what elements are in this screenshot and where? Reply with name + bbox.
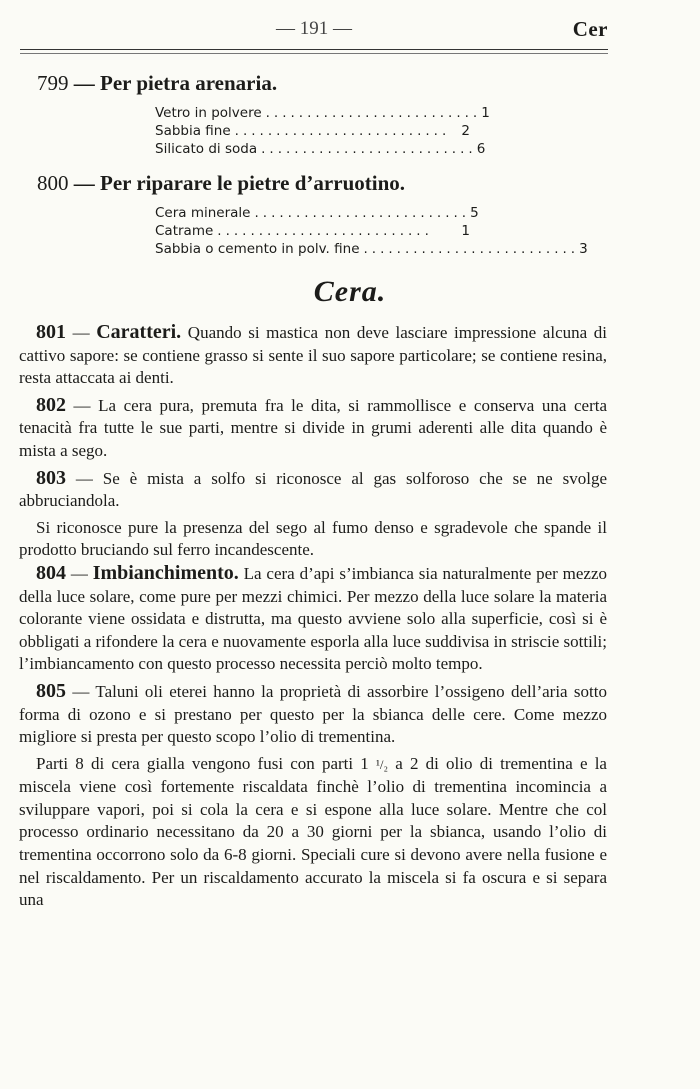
paragraph-text: Quando si mastica non deve lasciare impressione alcuna di cattivo sapore: se contiene grasso si sente il suo sapore particolare; se contiene resina, resta attaccata ai denti. [19,323,607,388]
paragraph-804 [19,562,607,676]
ingredient-row [155,240,588,258]
ingredient-qty: 1 [461,223,470,239]
ingredient-name: Cera minerale [155,205,251,221]
leader-dots: .......................... [234,123,451,139]
recipe-title [37,71,557,96]
ingredient-qty: 1 [481,105,490,121]
paragraph-heading: Imbianchimento. [92,561,239,584]
paragraph-text: La cera d’api s’imbianca sia naturalmente per mezzo della luce solare, come pure per mezzi chimici. Per mezzo della luce solare la materia colorante viene ossidata e distrutta, ma questo avviene solo alla superficie, così si è obbligati a rifondere la cera e nuovamente esporla alla luce suddivisa in striscie sottili; l’imbiancamento con questo processo necessita perciò molto tempo. [19,563,607,674]
ingredient-qty: 5 [470,205,479,221]
ingredient-list [155,104,490,158]
ingredient-name: Silicato di soda [155,141,258,157]
header-rule-secondary [20,53,608,54]
paragraph-text: — Se è mista a solfo si riconosce al gas solforoso che se ne svolge abbruciandola. [19,468,607,511]
leader-dots: .......................... [217,223,433,239]
chapter-title: Cera. [313,275,387,308]
recipe-name: — Per pietra arenaria. [73,71,278,95]
recipe-800 [37,171,557,196]
ingredient-row [155,222,470,240]
paragraph-dash: — [66,323,97,342]
ingredient-row [155,204,479,222]
paragraph-text: — La cera pura, premuta fra le dita, si rammollisce e conserva una certa tenacità fra tutte le sue parti, mentre si divide in grumi aderenti alle dita quando è mista a sego. [19,395,607,460]
paragraph-dash: — [66,563,93,583]
leader-dots: .......................... [265,105,482,121]
paragraph-803 [19,467,607,513]
paragraph-text: — Taluni oli eterei hanno la proprietà di assorbire l’ossigeno dell’aria sotto forma di ozono e si prestano per questo per la sbianca delle cere. Come mezzo migliore si presta per questo scopo l’olio di trementina. [19,681,607,747]
ingredient-row [155,104,490,122]
ingredient-name: Catrame [155,223,214,239]
ingredient-qty: 2 [461,123,470,139]
ingredient-list [155,204,588,258]
section-heading: Cer [572,17,608,41]
ingredient-qty: 3 [579,241,588,257]
paragraph-number: 804 [36,561,66,584]
paragraph-text: a 2 di olio di trementina e la miscela viene così fortemente riscaldata finchè l’olio di trementina incomincia a sviluppare vapori, poi si cola la cera e si espone alla luce solare. Mentre che col processo ordinario necessitano da 20 a 30 giorni per la sbianca, usando l’olio di trementina occorrono solo da 6-8 giorni. Speciali cure si devono avere nella fusione e nel riscaldamento. Per un riscaldamento accurato la miscela si fa oscura e si separa una [19,753,607,910]
recipe-number: 799 [37,71,69,95]
ingredient-qty: 6 [476,141,486,157]
paragraph-801 [19,321,607,390]
leader-dots: .......................... [254,205,471,221]
ingredient-name: Vetro in polvere [155,105,262,121]
ingredient-row [155,122,470,140]
ingredient-name: Sabbia fine [155,123,231,139]
paragraph-805-cont [19,753,607,912]
paragraph-number: 803 [36,466,66,489]
recipe-name: — Per riparare le pietre d’arruotino. [73,171,406,195]
leader-dots: .......................... [363,241,580,257]
recipe-799 [37,71,557,96]
paragraph-number: 801 [36,321,66,343]
paragraph-802 [19,394,607,463]
page-header [20,18,608,48]
paragraph-803-cont [19,517,607,562]
recipe-title [37,171,557,196]
page-number: — 191 — [276,18,352,39]
leader-dots: .......................... [261,141,477,157]
ingredient-name: Sabbia o cemento in polv. fine [155,241,360,257]
paragraph-number: 805 [36,679,66,702]
header-rule [20,49,608,50]
paragraph-number: 802 [36,393,66,416]
ingredient-row [155,140,486,158]
recipe-number: 800 [37,171,69,195]
paragraph-text: Parti 8 di cera gialla vengono fusi con parti 1 [36,753,376,773]
paragraph-text: Si riconosce pure la presenza del sego al fumo denso e sgradevole che spande il prodotto bruciando sul ferro incandescente. [19,517,607,560]
paragraph-heading: Caratteri. [96,321,182,343]
body-text [19,321,607,912]
paragraph-805 [19,680,607,749]
fraction: ¹/₂ [376,756,389,772]
